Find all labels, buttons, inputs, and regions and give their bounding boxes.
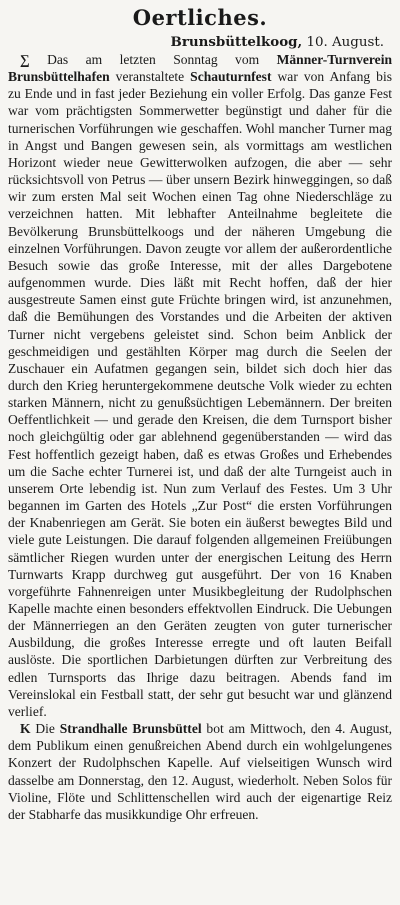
- p1-text-e: war von Anfang bis zu Ende und in fast jeder Beziehung ein voller Erfolg. Das ganze Fest war vom prächtigsten Sommerwetter begünstigt und daher für die turnerischen Vorführungen wie geschaffen. Wohl mancher Turner mag in Angst und Bangen gewesen sein, als vormittags am westlichen Horizont wieder neue Gewitterwolken aufzogen, die aber — sehr rücksichtsvoll von Petrus — über unsern Bezirk hinweggingen, so daß wir zum ersten Mal seit Wochen einen Tag ohne Niederschläge zu verzeichnen hatten. Mit lebhafter Anteilnahme begleitete die Bevölkerung Brunsbüttelkoogs und der näheren Umgebung die einzelnen Vorführungen. Davon zeugte vor allem der außerordentliche Besuch sowie das große Interesse, mit der alles Dargebotene aufgenommen wurde. Dies läßt mit Recht hoffen, daß der hier ausgestreute Samen einst gute Früchte bringen wird, ist anzunehmen, daß die Bemühungen des Vorstandes und die Arbeiten der aktiven Turner nicht vergebens geleistet sind. Schon beim Anblick der geschmeidigen und gestählten Körper mag durch die Seelen der Zuschauer ein Aufatmen gegangen sein, bildet sich doch hier das durch den Krieg heruntergekommene deutsche Volk wieder zu echten starken Männern, nicht zu genußsüchtigen Lebemännern. Der breiten Oeffentlichkeit — und gerade den Kreisen, die dem Turnsport bisher noch gleichgültig oder gar ablehnend gegenüberstanden — wird das Fest hoffentlich gezeigt haben, daß es etwas Großes und Erhebendes um die Sache echter Turnerei ist, und daß der alte Turngeist auch in unserem Orte lebendig ist. Nun zum Verlauf des Festes. Um 3 Uhr begannen im Garten des Hotels „Zur Post“ die ersten Vorführungen der Knabenriegen am Gerät. Sie boten ein äußerst bewegtes Bild und viele gute Leistungen. Die darauf folgenden allgemeinen Freiübungen sämtlicher Riegen wurden unter der energischen Leitung des Herrn Turnwarts Krapp durchweg gut ausgeführt. Der von 16 Knaben vorgeführte Fahnenreigen unter Musikbegleitung der Rudolphschen Kapelle machte einen besonders effektvollen Eindruck. Die Uebungen der Männerriegen an den Geräten zeugten von guter turnerischer Ausbildung, die großes Interesse erregte und oft lauten Beifall auslöste. Die sportlichen Darbietungen dürften zur Verbreitung des edlen Turnsports das Ihrige dazu beitragen. Abends fand im Vereinslokal ein Festball statt, der sehr gut besucht war und glänzend verlief.: [8, 69, 392, 719]
- article-paragraph-turnfest: [8, 51, 392, 720]
- dateline: [8, 34, 392, 51]
- p1-event-name: Schauturnfest: [190, 69, 272, 85]
- p2-venue-name: Strandhalle Brunsbüttel: [59, 721, 202, 737]
- section-mark: ∑: [20, 52, 30, 67]
- p2-text-a: Die: [30, 721, 60, 737]
- dateline-date: 10. August.: [306, 35, 384, 50]
- p1-text-c: veranstaltete: [109, 69, 191, 85]
- paragraph-mark: K: [20, 721, 31, 737]
- p2-text-c: bot am Mittwoch, den 4. August, dem Publikum einen genußreichen Abend durch ein wohlgelungenes Konzert der Rudolphschen Kapelle. Auf vielseitigen Wunsch wird dasselbe am Donnerstag, den 12. August, wiederholt. Neben Solos für Violine, Flöte und Schlittenschellen wird auch der eigenartige Reiz der Stabharfe das musikkundige Ohr erfreuen.: [8, 721, 393, 822]
- article-paragraph-strandhalle: [8, 720, 392, 823]
- dateline-place: Brunsbüttelkoog,: [170, 34, 303, 50]
- section-heading: Oertliches.: [132, 5, 268, 30]
- p1-club-name: Männer-Turnverein Brunsbüttelhafen: [8, 52, 392, 85]
- p1-text-a: Das am letzten Sonntag vom: [29, 52, 277, 67]
